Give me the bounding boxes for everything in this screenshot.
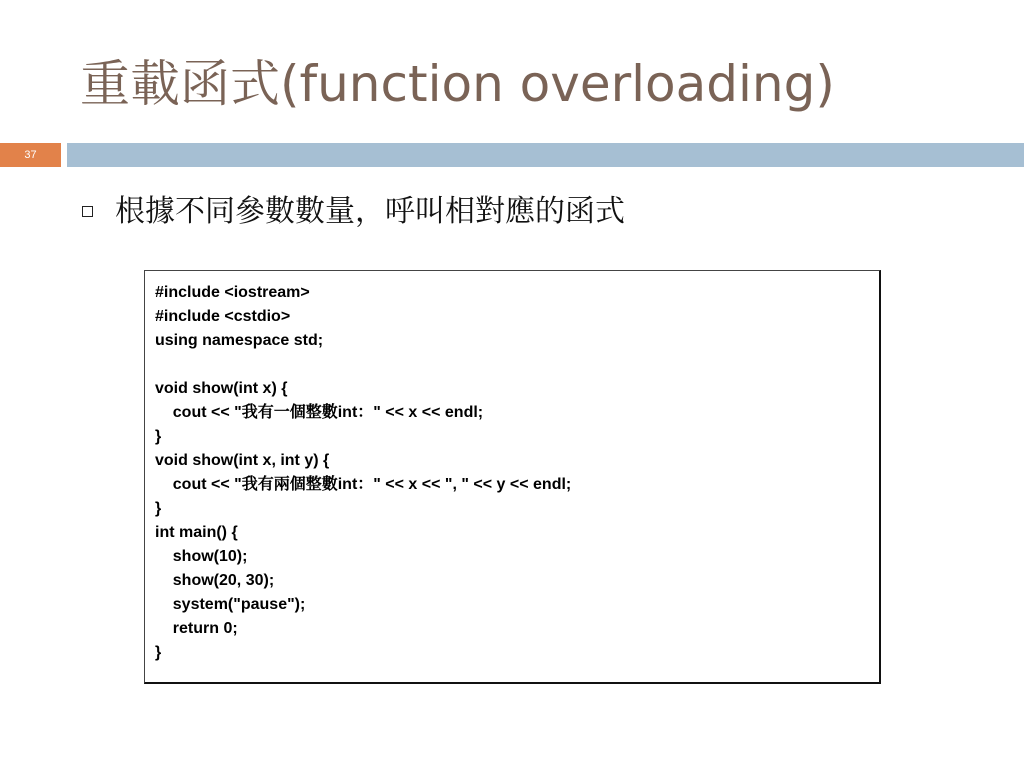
code-line: #include <cstdio> [155,308,291,325]
code-line: } [155,500,162,517]
code-line: int main() { [155,524,238,541]
bullet-text: 根據不同參數數量，呼叫相對應的函式 [115,194,625,229]
slide-title: 重載函式(function overloading) [80,55,835,113]
code-line: using namespace std; [155,332,324,349]
code-line: } [155,644,162,661]
code-line: return 0; [155,620,238,637]
slide-number: 37 [0,143,61,167]
code-line: void show(int x, int y) { [155,452,330,469]
code-line [155,353,869,377]
code-line: cout << "我有兩個整數int：" << x << ", " << y << endl; [155,476,572,493]
code-block [144,270,881,684]
code-line: #include <iostream> [155,284,310,301]
header-bar [67,143,1024,167]
code-line: show(10); [155,548,248,565]
code-line: system("pause"); [155,596,306,613]
bullet-item [82,188,625,228]
square-bullet-icon [82,206,93,217]
code-line: } [155,428,162,445]
code-line: show(20, 30); [155,572,275,589]
code-line: void show(int x) { [155,380,288,397]
code-line: cout << "我有一個整數int：" << x << endl; [155,404,484,421]
